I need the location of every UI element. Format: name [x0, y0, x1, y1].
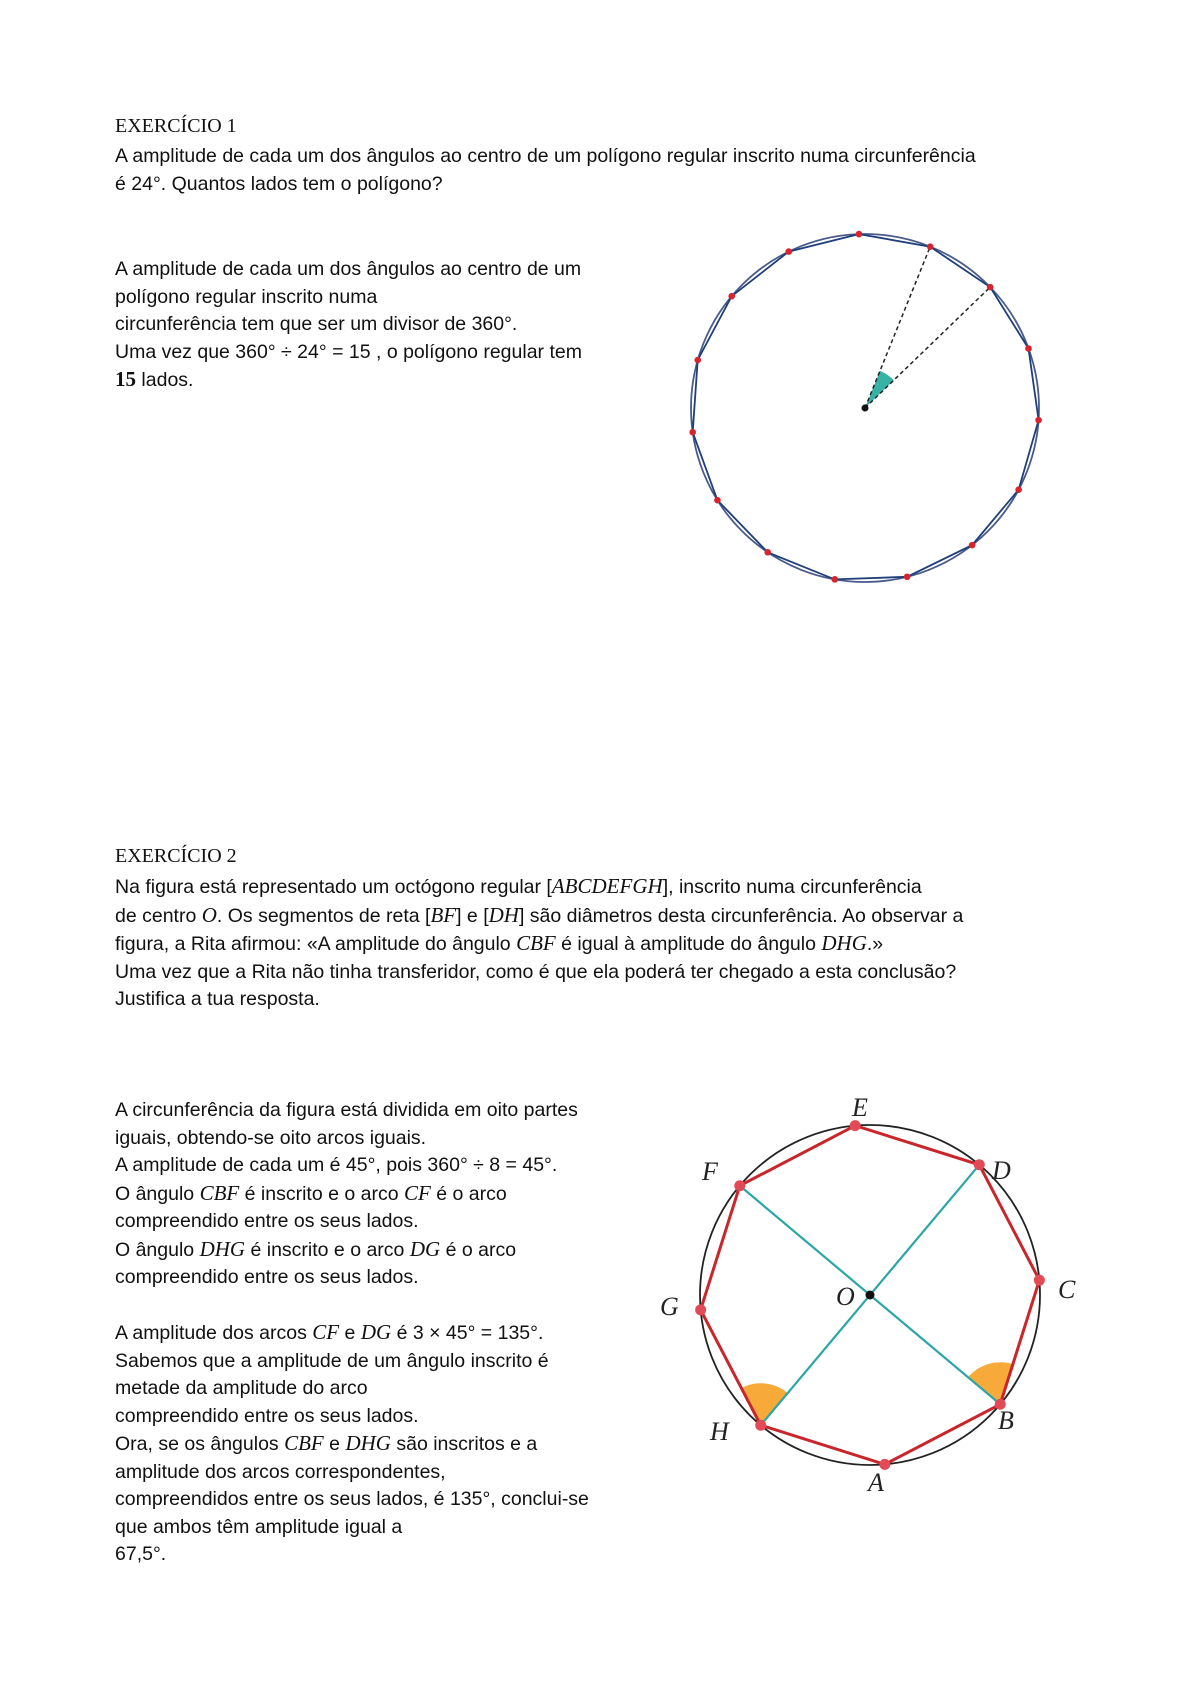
- label-o: O: [836, 1282, 855, 1311]
- answer-line: compreendidos entre os seus lados, é 135°, conclui-se: [115, 1488, 589, 1510]
- math-octagon: ABCDEFGH: [551, 874, 663, 898]
- answer-line: A circunferência da figura está dividida em oito partes: [115, 1099, 578, 1121]
- polygon-vertex: [1035, 417, 1042, 424]
- math-arc: CF: [312, 1320, 340, 1344]
- polygon-vertex: [714, 497, 721, 504]
- blank-line: [115, 1292, 589, 1320]
- statement-line: [115, 873, 963, 902]
- text-run: .»: [866, 933, 884, 955]
- answer-line: [115, 1319, 589, 1348]
- math-angle: CBF: [199, 1180, 240, 1205]
- polygon-vertex: [856, 231, 863, 238]
- radius-dashed-line: [865, 287, 990, 408]
- label-g: G: [660, 1292, 679, 1321]
- vertex-g: [695, 1304, 706, 1315]
- answer-line: [115, 1180, 589, 1209]
- statement-line: [115, 930, 963, 959]
- text-run: é 3 × 45° = 135°.: [391, 1322, 544, 1344]
- math-angle: CBF: [284, 1431, 324, 1455]
- polygon-vertex: [764, 549, 771, 556]
- text-run: Ora, se os ângulos: [115, 1433, 285, 1455]
- vertex-c: [1034, 1275, 1045, 1286]
- answer-line: iguais, obtendo-se oito arcos iguais.: [115, 1126, 427, 1149]
- answer-line: que ambos têm amplitude igual a: [115, 1515, 403, 1538]
- exercise-2-heading: EXERCÍCIO 2: [115, 845, 237, 867]
- math-angle: DHG: [345, 1431, 391, 1455]
- polygon-vertex: [1025, 345, 1032, 352]
- polygon-vertex: [904, 574, 911, 581]
- math-arc: DG: [360, 1320, 392, 1344]
- text-run: figura, a Rita afirmou: «A amplitude do ângulo: [115, 933, 517, 955]
- octagon-figure: [640, 1065, 1100, 1525]
- label-b: B: [998, 1406, 1014, 1435]
- text-run: de centro: [115, 904, 202, 927]
- text-run: ], inscrito numa circunferência: [662, 876, 922, 898]
- text-run: e: [323, 1433, 346, 1455]
- polygon-vertex: [694, 357, 701, 364]
- text-run: e: [339, 1322, 361, 1344]
- math-angle: DHG: [199, 1236, 246, 1261]
- statement-line: Uma vez que a Rita não tinha transferidor, como é que ela poderá ter chegado a esta conclusão?: [115, 960, 957, 983]
- math-arc: CF: [403, 1180, 431, 1205]
- math-center: O: [201, 902, 217, 927]
- statement-line: Justifica a tua resposta.: [115, 988, 320, 1010]
- answer-line: compreendido entre os seus lados.: [115, 1210, 419, 1232]
- text-run: A amplitude dos arcos: [115, 1322, 313, 1344]
- answer-line: 67,5°.: [115, 1543, 167, 1565]
- answer-line: Uma vez que 360° ÷ 24° = 15 , o polígono regular tem: [115, 340, 582, 363]
- exercise-2-statement: [115, 873, 963, 1014]
- exercise-1-statement: [115, 143, 976, 198]
- text-run: é igual à amplitude do ângulo: [555, 933, 822, 955]
- center-point: [862, 405, 869, 412]
- polygon-vertex: [689, 429, 696, 436]
- radius-dashed-line: [865, 247, 930, 408]
- answer-line: compreendido entre os seus lados.: [115, 1266, 419, 1288]
- exercise-1-answer: [115, 256, 582, 395]
- answer-line: A amplitude de cada um é 45°, pois 360° ÷ 8 = 45°.: [115, 1154, 558, 1176]
- answer-line: A amplitude de cada um dos ângulos ao centro de um: [115, 258, 582, 280]
- polygon-vertex: [927, 243, 934, 250]
- text-run: é inscrito e o arco: [239, 1182, 404, 1205]
- answer-line: metade da amplitude do arco: [115, 1377, 368, 1399]
- text-run: ] e [: [456, 904, 489, 927]
- answer-line: [115, 1236, 589, 1265]
- text-run: Na figura está representado um octógono regular [: [115, 876, 552, 898]
- answer-line: compreendido entre os seus lados.: [115, 1404, 419, 1427]
- polygon-vertex: [1015, 486, 1022, 493]
- answer-line: polígono regular inscrito numa: [115, 285, 378, 308]
- central-angle-sector: [865, 371, 894, 408]
- text-run: é o arco: [440, 1238, 517, 1261]
- polygon-vertex: [728, 293, 735, 300]
- text-run: O ângulo: [115, 1238, 200, 1261]
- exercise-2-answer: [115, 1097, 589, 1569]
- pentadecagon-figure: [675, 218, 1055, 598]
- exercise-1-heading: EXERCÍCIO 1: [115, 115, 237, 137]
- vertex-f: [734, 1180, 745, 1191]
- answer-line: [115, 366, 582, 395]
- label-a: A: [868, 1468, 884, 1497]
- answer-line: amplitude dos arcos correspondentes,: [115, 1460, 446, 1483]
- answer-number: 15: [115, 367, 136, 391]
- polygon-vertex: [785, 248, 792, 255]
- label-f: F: [702, 1157, 718, 1186]
- text-run: . Os segmentos de reta [: [216, 904, 431, 927]
- label-d: D: [992, 1156, 1011, 1185]
- label-h: H: [710, 1417, 729, 1446]
- text-run: O ângulo: [115, 1182, 200, 1205]
- vertex-d: [974, 1159, 985, 1170]
- label-c: C: [1058, 1275, 1076, 1304]
- statement-line: [115, 902, 963, 931]
- answer-line: circunferência tem que ser um divisor de 360°.: [115, 313, 518, 335]
- label-e: E: [852, 1093, 868, 1122]
- answer-line-rest: lados.: [136, 369, 194, 391]
- text-run: é inscrito e o arco: [245, 1238, 410, 1261]
- answer-line: [115, 1430, 589, 1459]
- answer-line: Sabemos que a amplitude de um ângulo inscrito é: [115, 1349, 549, 1372]
- center-point: [866, 1291, 875, 1300]
- polygon-vertex: [987, 284, 994, 291]
- polygon-vertex: [831, 576, 838, 583]
- statement-line: A amplitude de cada um dos ângulos ao centro de um polígono regular inscrito numa circunferência: [115, 145, 976, 167]
- math-angle: CBF: [516, 931, 556, 955]
- text-run: são inscritos e a: [390, 1433, 538, 1455]
- text-run: ] são diâmetros desta circunferência. Ao observar a: [518, 904, 964, 927]
- math-segment: DH: [488, 902, 519, 927]
- math-segment: BF: [430, 902, 457, 927]
- math-angle: DHG: [821, 931, 867, 955]
- vertex-h: [755, 1420, 766, 1431]
- text-run: é o arco: [430, 1182, 507, 1205]
- statement-line: é 24°. Quantos lados tem o polígono?: [115, 172, 443, 195]
- polygon-vertex: [969, 542, 976, 549]
- math-arc: DG: [409, 1236, 441, 1261]
